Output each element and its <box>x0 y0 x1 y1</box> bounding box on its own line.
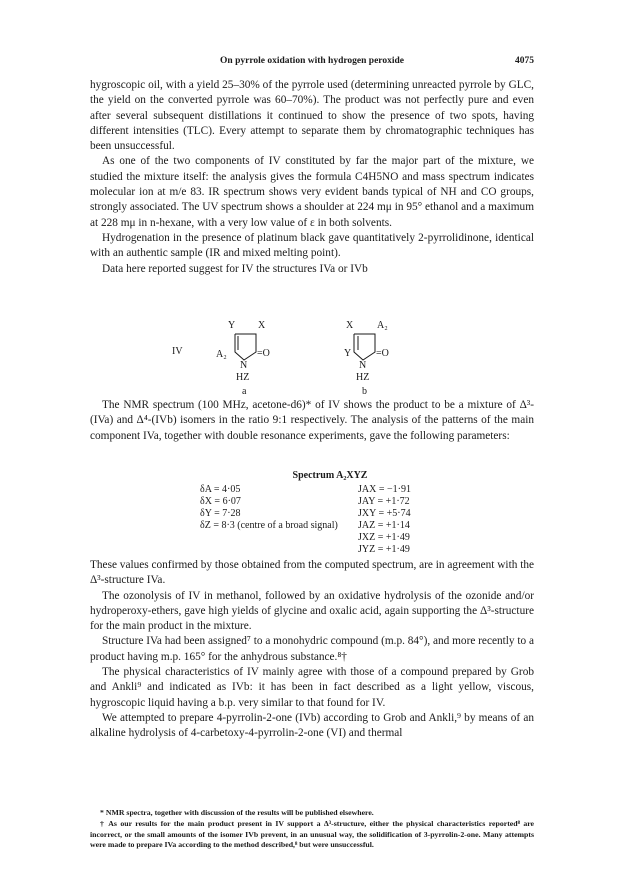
atom-label: Y <box>344 348 352 359</box>
paragraph: The physical characteristics of IV mainly agree with those of a compound prepared by Grob and Ankli⁹ and indicated as IVb: it has been in fact described as a light yellow, viscous, hygroscopic liquid having a b.p. very similar to that found for IV. <box>90 666 534 709</box>
coupling-constant: JAY = +1·72 <box>358 496 410 507</box>
footnote: † As our results for the main product present in IV support a Δ³-structure, either the physical characteristics reported⁸ are incorrect, or the small amounts of the isomer IVb prevent, in an unusual way, the solidification of 3-pyrrolin-2-one. Many attempts were made to prepare IVa according to the method described,⁸ but were unsuccessful. <box>90 818 534 850</box>
atom-label: N <box>359 360 367 371</box>
page-number: 4075 <box>515 56 534 66</box>
pyrrolinone-structures <box>170 312 470 396</box>
coupling-constant: JAZ = +1·14 <box>358 520 410 531</box>
coupling-constant: JXZ = +1·49 <box>358 532 410 543</box>
body-text-nmr <box>90 398 534 444</box>
running-title: On pyrrole oxidation with hydrogen peroxide <box>220 56 404 66</box>
chemical-shift: δY = 7·28 <box>200 508 241 519</box>
paragraph: Hydrogenation in the presence of platinum black gave quantitatively 2-pyrrolidinone, identical with an authentic sample (IR and mixed melting point). <box>90 231 534 260</box>
paragraph: These values confirmed by those obtained from the computed spectrum, are in agreement with the Δ³-structure IVa. <box>90 559 534 587</box>
chemical-shift: δX = 6·07 <box>200 496 241 507</box>
paragraph: Structure IVa had been assigned⁷ to a monohydric compound (m.p. 84°), and more recently to a product having m.p. 165° for the anhydrous substance.⁸† <box>90 635 534 663</box>
paragraph: The NMR spectrum (100 MHz, acetone-d6)* of IV shows the product to be a mixture of Δ³-(IVa) and Δ⁴-(IVb) isomers in the ratio 9:1 respectively. The analysis of the patterns of the main component IVa, together with double resonance experiments, gave the following parameters: <box>90 399 534 442</box>
structure-caption: b <box>362 386 367 396</box>
running-header <box>90 56 534 72</box>
structure-b <box>344 320 389 396</box>
paragraph: As one of the two components of IV constituted by far the major part of the mixture, we studied the mixture itself: the analysis gives the formula C4H5NO and mass spectrum indicates molecular ion at m/e 83. IR spectrum shows very evident bands typical of NH and CO groups, strongly associated. The UV spectrum shows a shoulder at 224 mμ in 95° ethanol and a maximum at 228 mμ in n-hexane, with a very low value of ε in both solvents. <box>90 155 534 229</box>
spectrum-title: Spectrum A₂XYZ <box>292 470 368 481</box>
structure-a <box>216 320 270 396</box>
footnote: * NMR spectra, together with discussion of the results will be published elsewhere. <box>100 808 374 817</box>
atom-label: HZ <box>356 372 370 383</box>
coupling-constant: JXY = +5·74 <box>358 508 411 519</box>
structure-caption: a <box>242 386 247 396</box>
atom-label: N <box>240 360 248 371</box>
spectrum-parameters <box>200 470 460 560</box>
paragraph: We attempted to prepare 4-pyrrolin-2-one (IVb) according to Grob and Ankli,⁹ by means of an alkaline hydrolysis of 4-carbetoxy-4-pyrrolin-2-one (VI) and thermal <box>90 711 534 740</box>
structure-figure <box>170 312 470 396</box>
chemical-shift: δZ = 8·3 (centre of a broad signal) <box>200 520 338 531</box>
atom-label: X <box>346 320 354 331</box>
coupling-constant: JYZ = +1·49 <box>358 544 410 555</box>
paragraph: The ozonolysis of IV in methanol, followed by an oxidative hydrolysis of the ozonide and/or hydroperoxy-ethers, gave high yields of glycine and oxalic acid, again supporting the Δ³-structure for the main product in the mixture. <box>90 589 534 633</box>
body-text-bottom <box>90 558 534 742</box>
atom-label: HZ <box>236 372 250 383</box>
atom-label: A₂ <box>377 320 388 331</box>
atom-label: Y <box>228 320 236 331</box>
chemical-shift: δA = 4·05 <box>200 484 241 495</box>
atom-label: A₂ <box>216 349 227 360</box>
coupling-constant: JAX = −1·91 <box>358 484 411 495</box>
footnotes <box>90 808 534 851</box>
atom-label: =O <box>257 348 270 359</box>
atom-label: =O <box>376 348 389 359</box>
atom-label: X <box>258 320 266 331</box>
compound-label: IV <box>172 346 183 357</box>
body-text-top <box>90 78 534 277</box>
paragraph: Data here reported suggest for IV the structures IVa or IVb <box>102 262 368 275</box>
paragraph: hygroscopic oil, with a yield 25–30% of the pyrrole used (determining unreacted pyrrole by GLC, the yield on the converted pyrrole was 60–70%). The product was not perfectly pure and even after several subsequent distillations it continued to show the presence of two spots, having different intensities (TLC). Every attempt to separate them by chromatographic techniques has been unsuccessful. <box>90 79 534 153</box>
